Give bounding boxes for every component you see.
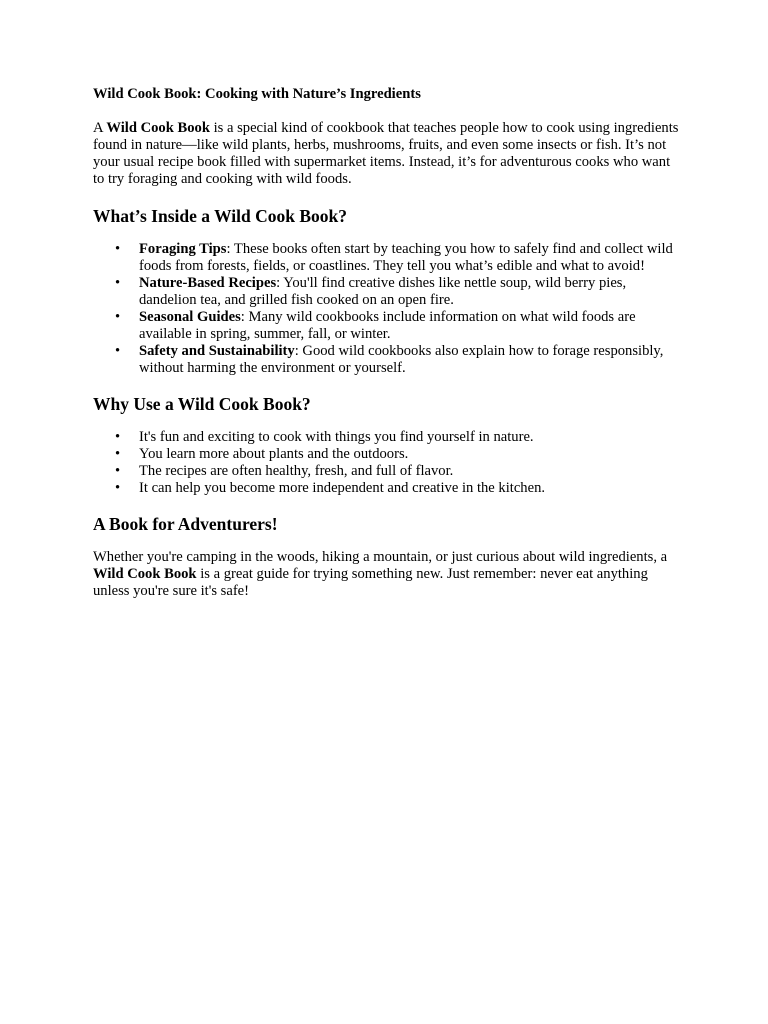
list-item-text: : These books often start by teaching you how to safely find and collect wild foods from forests, fields, or coastlines. They tell you what’s edible and what to avoid! <box>139 241 673 274</box>
document-page <box>93 86 683 600</box>
bullet-icon: • <box>115 429 121 445</box>
closing-bold-term: Wild Cook Book <box>93 566 197 582</box>
inside-list <box>93 241 683 377</box>
list-item <box>115 480 683 497</box>
list-item-term: Safety and Sustainability <box>139 343 295 359</box>
intro-text-start: A <box>93 120 107 136</box>
list-item-text: It's fun and exciting to cook with things you find yourself in nature. <box>139 429 534 445</box>
bullet-icon: • <box>115 343 121 359</box>
list-item-text: : Many wild cookbooks include information on what wild foods are available in spring, summer, fall, or winter. <box>139 309 636 342</box>
intro-text-rest: is a special kind of cookbook that teaches people how to cook using ingredients found in nature—like wild plants, herbs, mushrooms, fruits, and even some insects or fish. It’s not your usual recipe book filled with supermarket items. Instead, it’s for adventurous cooks who want to try foraging and cooking with wild foods. <box>93 120 679 187</box>
heading-why-use: Why Use a Wild Cook Book? <box>93 394 311 414</box>
bullet-icon: • <box>115 480 121 496</box>
intro-paragraph <box>93 120 683 188</box>
intro-bold-term: Wild Cook Book <box>106 120 210 136</box>
why-list <box>93 429 683 497</box>
heading-whats-inside: What’s Inside a Wild Cook Book? <box>93 206 347 226</box>
bullet-icon: • <box>115 275 121 291</box>
list-item-text: It can help you become more independent and creative in the kitchen. <box>139 480 546 496</box>
list-item <box>115 446 683 463</box>
list-item <box>115 429 683 446</box>
list-item-text: You learn more about plants and the outdoors. <box>139 446 409 462</box>
heading-book-for-adventurers: A Book for Adventurers! <box>93 514 278 534</box>
closing-text-start: Whether you're camping in the woods, hiking a mountain, or just curious about wild ingredients, a <box>93 549 668 565</box>
list-item-text: : You'll find creative dishes like nettle soup, wild berry pies, dandelion tea, and grilled fish cooked on an open fire. <box>139 275 627 308</box>
list-item <box>115 343 683 377</box>
bullet-icon: • <box>115 446 121 462</box>
closing-paragraph <box>93 549 683 600</box>
list-item <box>115 463 683 480</box>
list-item <box>115 309 683 343</box>
bullet-icon: • <box>115 463 121 479</box>
list-item <box>115 275 683 309</box>
bullet-icon: • <box>115 309 121 325</box>
list-item <box>115 241 683 275</box>
list-item-term: Nature-Based Recipes <box>139 275 277 291</box>
list-item-text: The recipes are often healthy, fresh, and full of flavor. <box>139 463 454 479</box>
document-title: Wild Cook Book: Cooking with Nature’s Ingredients <box>93 86 421 102</box>
bullet-icon: • <box>115 241 121 257</box>
closing-text-rest: is a great guide for trying something new. Just remember: never eat anything unless you're sure it's safe! <box>93 566 648 599</box>
list-item-term: Seasonal Guides <box>139 309 241 325</box>
list-item-term: Foraging Tips <box>139 241 227 257</box>
list-item-text: : Good wild cookbooks also explain how to forage responsibly, without harming the environment or yourself. <box>139 343 664 376</box>
